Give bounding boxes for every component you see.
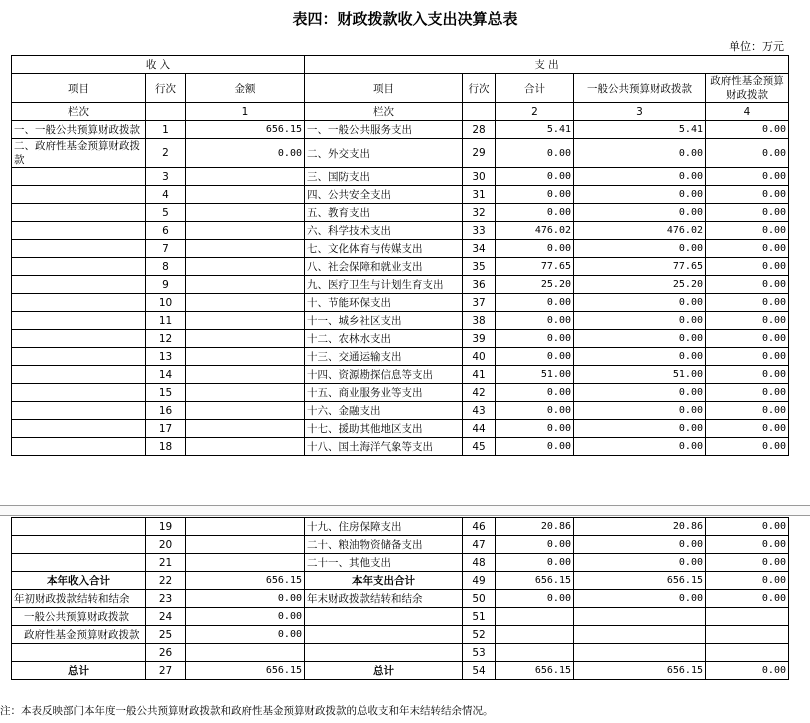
income-row-no: 4 <box>146 186 186 204</box>
income-total-no: 22 <box>146 572 186 590</box>
expense-total: 0.00 <box>496 330 574 348</box>
table-row <box>12 294 789 312</box>
carry-out-label: 年末财政拨款结转和结余 <box>305 590 463 608</box>
grand-expense-general: 656.15 <box>574 662 706 680</box>
income-item <box>12 402 146 420</box>
income-row-no: 15 <box>146 384 186 402</box>
expense-total: 0.00 <box>496 348 574 366</box>
income-amount <box>186 312 305 330</box>
expense-general: 0.00 <box>574 186 706 204</box>
income-item <box>12 258 146 276</box>
expense-item: 十五、商业服务业等支出 <box>305 384 463 402</box>
table-row <box>12 402 789 420</box>
expense-fund: 0.00 <box>706 420 789 438</box>
col-no-1: 1 <box>186 103 305 121</box>
expense-general: 0.00 <box>574 204 706 222</box>
expense-row-no: 32 <box>463 204 496 222</box>
table-row <box>12 366 789 384</box>
income-row-no: 10 <box>146 294 186 312</box>
expense-row-no: 42 <box>463 384 496 402</box>
expense-total: 0.00 <box>496 420 574 438</box>
expense-total-label: 本年支出合计 <box>305 572 463 590</box>
col-label-cell <box>146 103 186 121</box>
income-item <box>12 438 146 456</box>
col-label-cell <box>463 103 496 121</box>
income-amount <box>186 330 305 348</box>
expense-total: 0.00 <box>496 294 574 312</box>
empty-cell <box>706 608 789 626</box>
table-row <box>12 348 789 366</box>
expense-item: 七、文化体育与传媒支出 <box>305 240 463 258</box>
expense-item: 一、一般公共服务支出 <box>305 121 463 139</box>
income-row-no: 5 <box>146 204 186 222</box>
expense-item: 二十、粮油物资储备支出 <box>305 536 463 554</box>
expense-row-no: 48 <box>463 554 496 572</box>
income-row-no: 9 <box>146 276 186 294</box>
income-amount <box>186 554 305 572</box>
expense-item: 十九、住房保障支出 <box>305 518 463 536</box>
expense-fund: 0.00 <box>706 330 789 348</box>
income-item <box>12 554 146 572</box>
income-rowno-header: 行次 <box>146 74 186 103</box>
expense-total: 0.00 <box>496 168 574 186</box>
expense-row-no: 28 <box>463 121 496 139</box>
expense-row-52-no: 52 <box>463 626 496 644</box>
table-row <box>12 518 789 536</box>
expense-total-header: 合计 <box>496 74 574 103</box>
income-row-no: 6 <box>146 222 186 240</box>
income-amount-header: 金额 <box>186 74 305 103</box>
carry-in-label: 年初财政拨款结转和结余 <box>12 590 146 608</box>
empty-cell <box>12 644 146 662</box>
income-item <box>12 420 146 438</box>
expense-fund: 0.00 <box>706 168 789 186</box>
expense-row-no: 37 <box>463 294 496 312</box>
expense-row-53-no: 53 <box>463 644 496 662</box>
carry-out-general: 0.00 <box>574 590 706 608</box>
empty-cell <box>574 608 706 626</box>
table-row <box>12 438 789 456</box>
expense-row-no: 31 <box>463 186 496 204</box>
expense-fund: 0.00 <box>706 536 789 554</box>
income-row-no: 3 <box>146 168 186 186</box>
grand-expense-total: 656.15 <box>496 662 574 680</box>
expense-total: 0.00 <box>496 204 574 222</box>
income-row-no: 14 <box>146 366 186 384</box>
expense-general: 20.86 <box>574 518 706 536</box>
income-item <box>12 348 146 366</box>
income-row-no: 17 <box>146 420 186 438</box>
income-item: 二、政府性基金预算财政拨款 <box>12 139 146 168</box>
grand-expense-no: 54 <box>463 662 496 680</box>
page-title: 表四：财政拨款收入支出决算总表 <box>292 10 518 28</box>
table-row <box>12 536 789 554</box>
expense-row-no: 36 <box>463 276 496 294</box>
expense-item: 十一、城乡社区支出 <box>305 312 463 330</box>
expense-fund: 0.00 <box>706 222 789 240</box>
expense-fund: 0.00 <box>706 366 789 384</box>
income-amount <box>186 222 305 240</box>
expense-item: 二十一、其他支出 <box>305 554 463 572</box>
expense-row-no: 30 <box>463 168 496 186</box>
grand-expense-label: 总计 <box>305 662 463 680</box>
expense-total: 476.02 <box>496 222 574 240</box>
empty-cell <box>186 644 305 662</box>
expense-fund: 0.00 <box>706 518 789 536</box>
income-item <box>12 536 146 554</box>
income-item <box>12 168 146 186</box>
expense-total: 77.65 <box>496 258 574 276</box>
budget-table-bottom <box>11 517 789 680</box>
expense-item: 二、外交支出 <box>305 139 463 168</box>
grand-expense-fund: 0.00 <box>706 662 789 680</box>
income-row-no: 7 <box>146 240 186 258</box>
expense-general: 0.00 <box>574 420 706 438</box>
gen-budget-carry-label: 一般公共预算财政拨款 <box>12 608 146 626</box>
expense-item: 十七、援助其他地区支出 <box>305 420 463 438</box>
income-amount <box>186 402 305 420</box>
table-row <box>12 186 789 204</box>
empty-cell <box>706 626 789 644</box>
income-amount <box>186 258 305 276</box>
expense-general: 5.41 <box>574 121 706 139</box>
expense-row-no: 29 <box>463 139 496 168</box>
expense-fund: 0.00 <box>706 276 789 294</box>
col-label-expense: 栏次 <box>305 103 463 121</box>
gen-budget-carry-amount: 0.00 <box>186 608 305 626</box>
expense-row-no: 35 <box>463 258 496 276</box>
expense-fund: 0.00 <box>706 348 789 366</box>
empty-cell <box>496 608 574 626</box>
income-row-no: 12 <box>146 330 186 348</box>
income-row-no: 8 <box>146 258 186 276</box>
expense-fund: 0.00 <box>706 139 789 168</box>
expense-total: 20.86 <box>496 518 574 536</box>
income-item <box>12 294 146 312</box>
income-amount <box>186 186 305 204</box>
expense-total: 0.00 <box>496 384 574 402</box>
expense-total-no: 49 <box>463 572 496 590</box>
income-item <box>12 384 146 402</box>
income-item <box>12 312 146 330</box>
income-item <box>12 330 146 348</box>
col-no-4: 4 <box>706 103 789 121</box>
expense-fund: 0.00 <box>706 438 789 456</box>
income-item <box>12 240 146 258</box>
expense-total: 25.20 <box>496 276 574 294</box>
income-amount <box>186 438 305 456</box>
expense-general: 0.00 <box>574 240 706 258</box>
empty-cell <box>496 626 574 644</box>
expense-item: 四、公共安全支出 <box>305 186 463 204</box>
expense-row-no: 45 <box>463 438 496 456</box>
expense-row-no: 40 <box>463 348 496 366</box>
unit-label: 单位：万元 <box>729 40 784 53</box>
expense-total-amount: 656.15 <box>496 572 574 590</box>
expense-row-no: 33 <box>463 222 496 240</box>
income-amount: 656.15 <box>186 121 305 139</box>
income-amount <box>186 384 305 402</box>
expense-general: 0.00 <box>574 330 706 348</box>
expense-fund: 0.00 <box>706 240 789 258</box>
income-row-no: 20 <box>146 536 186 554</box>
expense-total-general: 656.15 <box>574 572 706 590</box>
expense-item: 十六、金融支出 <box>305 402 463 420</box>
expense-total: 0.00 <box>496 240 574 258</box>
expense-total: 51.00 <box>496 366 574 384</box>
expense-item: 十八、国土海洋气象等支出 <box>305 438 463 456</box>
expense-section-header: 支 出 <box>305 56 789 74</box>
income-row-26-no: 26 <box>146 644 186 662</box>
table-row <box>12 276 789 294</box>
expense-fund: 0.00 <box>706 294 789 312</box>
empty-cell <box>574 644 706 662</box>
page-break-separator <box>0 505 810 516</box>
table-row <box>12 121 789 139</box>
empty-cell <box>706 644 789 662</box>
income-row-no: 16 <box>146 402 186 420</box>
table-row <box>12 204 789 222</box>
expense-row-no: 38 <box>463 312 496 330</box>
expense-item-header: 项目 <box>305 74 463 103</box>
expense-total: 0.00 <box>496 312 574 330</box>
table-row <box>12 240 789 258</box>
expense-fund: 0.00 <box>706 554 789 572</box>
expense-total: 0.00 <box>496 554 574 572</box>
income-total-amount: 656.15 <box>186 572 305 590</box>
expense-fund: 0.00 <box>706 186 789 204</box>
expense-general: 0.00 <box>574 168 706 186</box>
empty-cell <box>305 644 463 662</box>
table-row <box>12 384 789 402</box>
expense-total: 5.41 <box>496 121 574 139</box>
expense-row-no: 39 <box>463 330 496 348</box>
table-row <box>12 168 789 186</box>
income-amount <box>186 536 305 554</box>
expense-total: 0.00 <box>496 438 574 456</box>
income-item <box>12 366 146 384</box>
expense-general: 51.00 <box>574 366 706 384</box>
expense-general: 0.00 <box>574 348 706 366</box>
income-amount <box>186 204 305 222</box>
expense-fund: 0.00 <box>706 384 789 402</box>
expense-general: 0.00 <box>574 536 706 554</box>
income-amount <box>186 294 305 312</box>
table-row <box>12 258 789 276</box>
income-amount <box>186 366 305 384</box>
expense-fund: 0.00 <box>706 402 789 420</box>
table-row <box>12 222 789 240</box>
income-row-no: 19 <box>146 518 186 536</box>
expense-row-no: 44 <box>463 420 496 438</box>
income-section-header: 收 入 <box>12 56 305 74</box>
expense-general: 25.20 <box>574 276 706 294</box>
income-amount <box>186 276 305 294</box>
income-total-label: 本年收入合计 <box>12 572 146 590</box>
income-row-no: 1 <box>146 121 186 139</box>
table-row <box>12 554 789 572</box>
gen-budget-carry-no: 24 <box>146 608 186 626</box>
table-row <box>12 139 789 168</box>
col-no-3: 3 <box>574 103 706 121</box>
expense-general: 77.65 <box>574 258 706 276</box>
expense-item: 十四、资源勘探信息等支出 <box>305 366 463 384</box>
expense-general: 0.00 <box>574 294 706 312</box>
empty-cell <box>305 626 463 644</box>
expense-total: 0.00 <box>496 186 574 204</box>
expense-general: 0.00 <box>574 438 706 456</box>
table-row <box>12 420 789 438</box>
expense-row-no: 47 <box>463 536 496 554</box>
carry-in-no: 23 <box>146 590 186 608</box>
income-item <box>12 204 146 222</box>
gov-fund-header: 政府性基金预算财政拨款 <box>706 74 789 103</box>
income-item <box>12 276 146 294</box>
footnote: 注：本表反映部门本年度一般公共预算财政拨款和政府性基金预算财政拨款的总收支和年末结转结余情况。 <box>0 705 494 717</box>
budget-table-top <box>11 55 789 456</box>
carry-out-fund: 0.00 <box>706 590 789 608</box>
empty-cell <box>305 608 463 626</box>
income-row-no: 21 <box>146 554 186 572</box>
income-amount <box>186 518 305 536</box>
expense-fund: 0.00 <box>706 204 789 222</box>
income-row-no: 18 <box>146 438 186 456</box>
income-item: 一、一般公共预算财政拨款 <box>12 121 146 139</box>
grand-income-amount: 656.15 <box>186 662 305 680</box>
expense-item: 六、科学技术支出 <box>305 222 463 240</box>
expense-general: 476.02 <box>574 222 706 240</box>
carry-out-no: 50 <box>463 590 496 608</box>
income-amount <box>186 240 305 258</box>
expense-item: 十、节能环保支出 <box>305 294 463 312</box>
expense-row-no: 46 <box>463 518 496 536</box>
expense-general: 0.00 <box>574 384 706 402</box>
col-no-2: 2 <box>496 103 574 121</box>
expense-item: 十三、交通运输支出 <box>305 348 463 366</box>
expense-item: 八、社会保障和就业支出 <box>305 258 463 276</box>
expense-general: 0.00 <box>574 402 706 420</box>
expense-total: 0.00 <box>496 536 574 554</box>
income-row-no: 13 <box>146 348 186 366</box>
expense-row-51-no: 51 <box>463 608 496 626</box>
empty-cell <box>574 626 706 644</box>
carry-in-amount: 0.00 <box>186 590 305 608</box>
income-row-no: 11 <box>146 312 186 330</box>
expense-item: 十二、农林水支出 <box>305 330 463 348</box>
table-row <box>12 312 789 330</box>
expense-total: 0.00 <box>496 402 574 420</box>
carry-out-total: 0.00 <box>496 590 574 608</box>
expense-fund: 0.00 <box>706 121 789 139</box>
income-amount: 0.00 <box>186 139 305 168</box>
expense-total: 0.00 <box>496 139 574 168</box>
expense-general: 0.00 <box>574 312 706 330</box>
expense-row-no: 41 <box>463 366 496 384</box>
expense-general: 0.00 <box>574 554 706 572</box>
grand-income-label: 总计 <box>12 662 146 680</box>
income-amount <box>186 348 305 366</box>
expense-total-fund: 0.00 <box>706 572 789 590</box>
gov-fund-carry-amount: 0.00 <box>186 626 305 644</box>
empty-cell <box>496 644 574 662</box>
gov-fund-carry-no: 25 <box>146 626 186 644</box>
gov-fund-carry-label: 政府性基金预算财政拨款 <box>12 626 146 644</box>
income-row-no: 2 <box>146 139 186 168</box>
table-row <box>12 330 789 348</box>
income-amount <box>186 420 305 438</box>
expense-fund: 0.00 <box>706 312 789 330</box>
income-item-header: 项目 <box>12 74 146 103</box>
income-item <box>12 222 146 240</box>
general-budget-header: 一般公共预算财政拨款 <box>574 74 706 103</box>
expense-item: 九、医疗卫生与计划生育支出 <box>305 276 463 294</box>
expense-row-no: 34 <box>463 240 496 258</box>
income-amount <box>186 168 305 186</box>
expense-general: 0.00 <box>574 139 706 168</box>
col-label-income: 栏次 <box>12 103 146 121</box>
expense-item: 五、教育支出 <box>305 204 463 222</box>
expense-item: 三、国防支出 <box>305 168 463 186</box>
expense-fund: 0.00 <box>706 258 789 276</box>
income-item <box>12 518 146 536</box>
grand-income-no: 27 <box>146 662 186 680</box>
expense-rowno-header: 行次 <box>463 74 496 103</box>
expense-row-no: 43 <box>463 402 496 420</box>
income-item <box>12 186 146 204</box>
